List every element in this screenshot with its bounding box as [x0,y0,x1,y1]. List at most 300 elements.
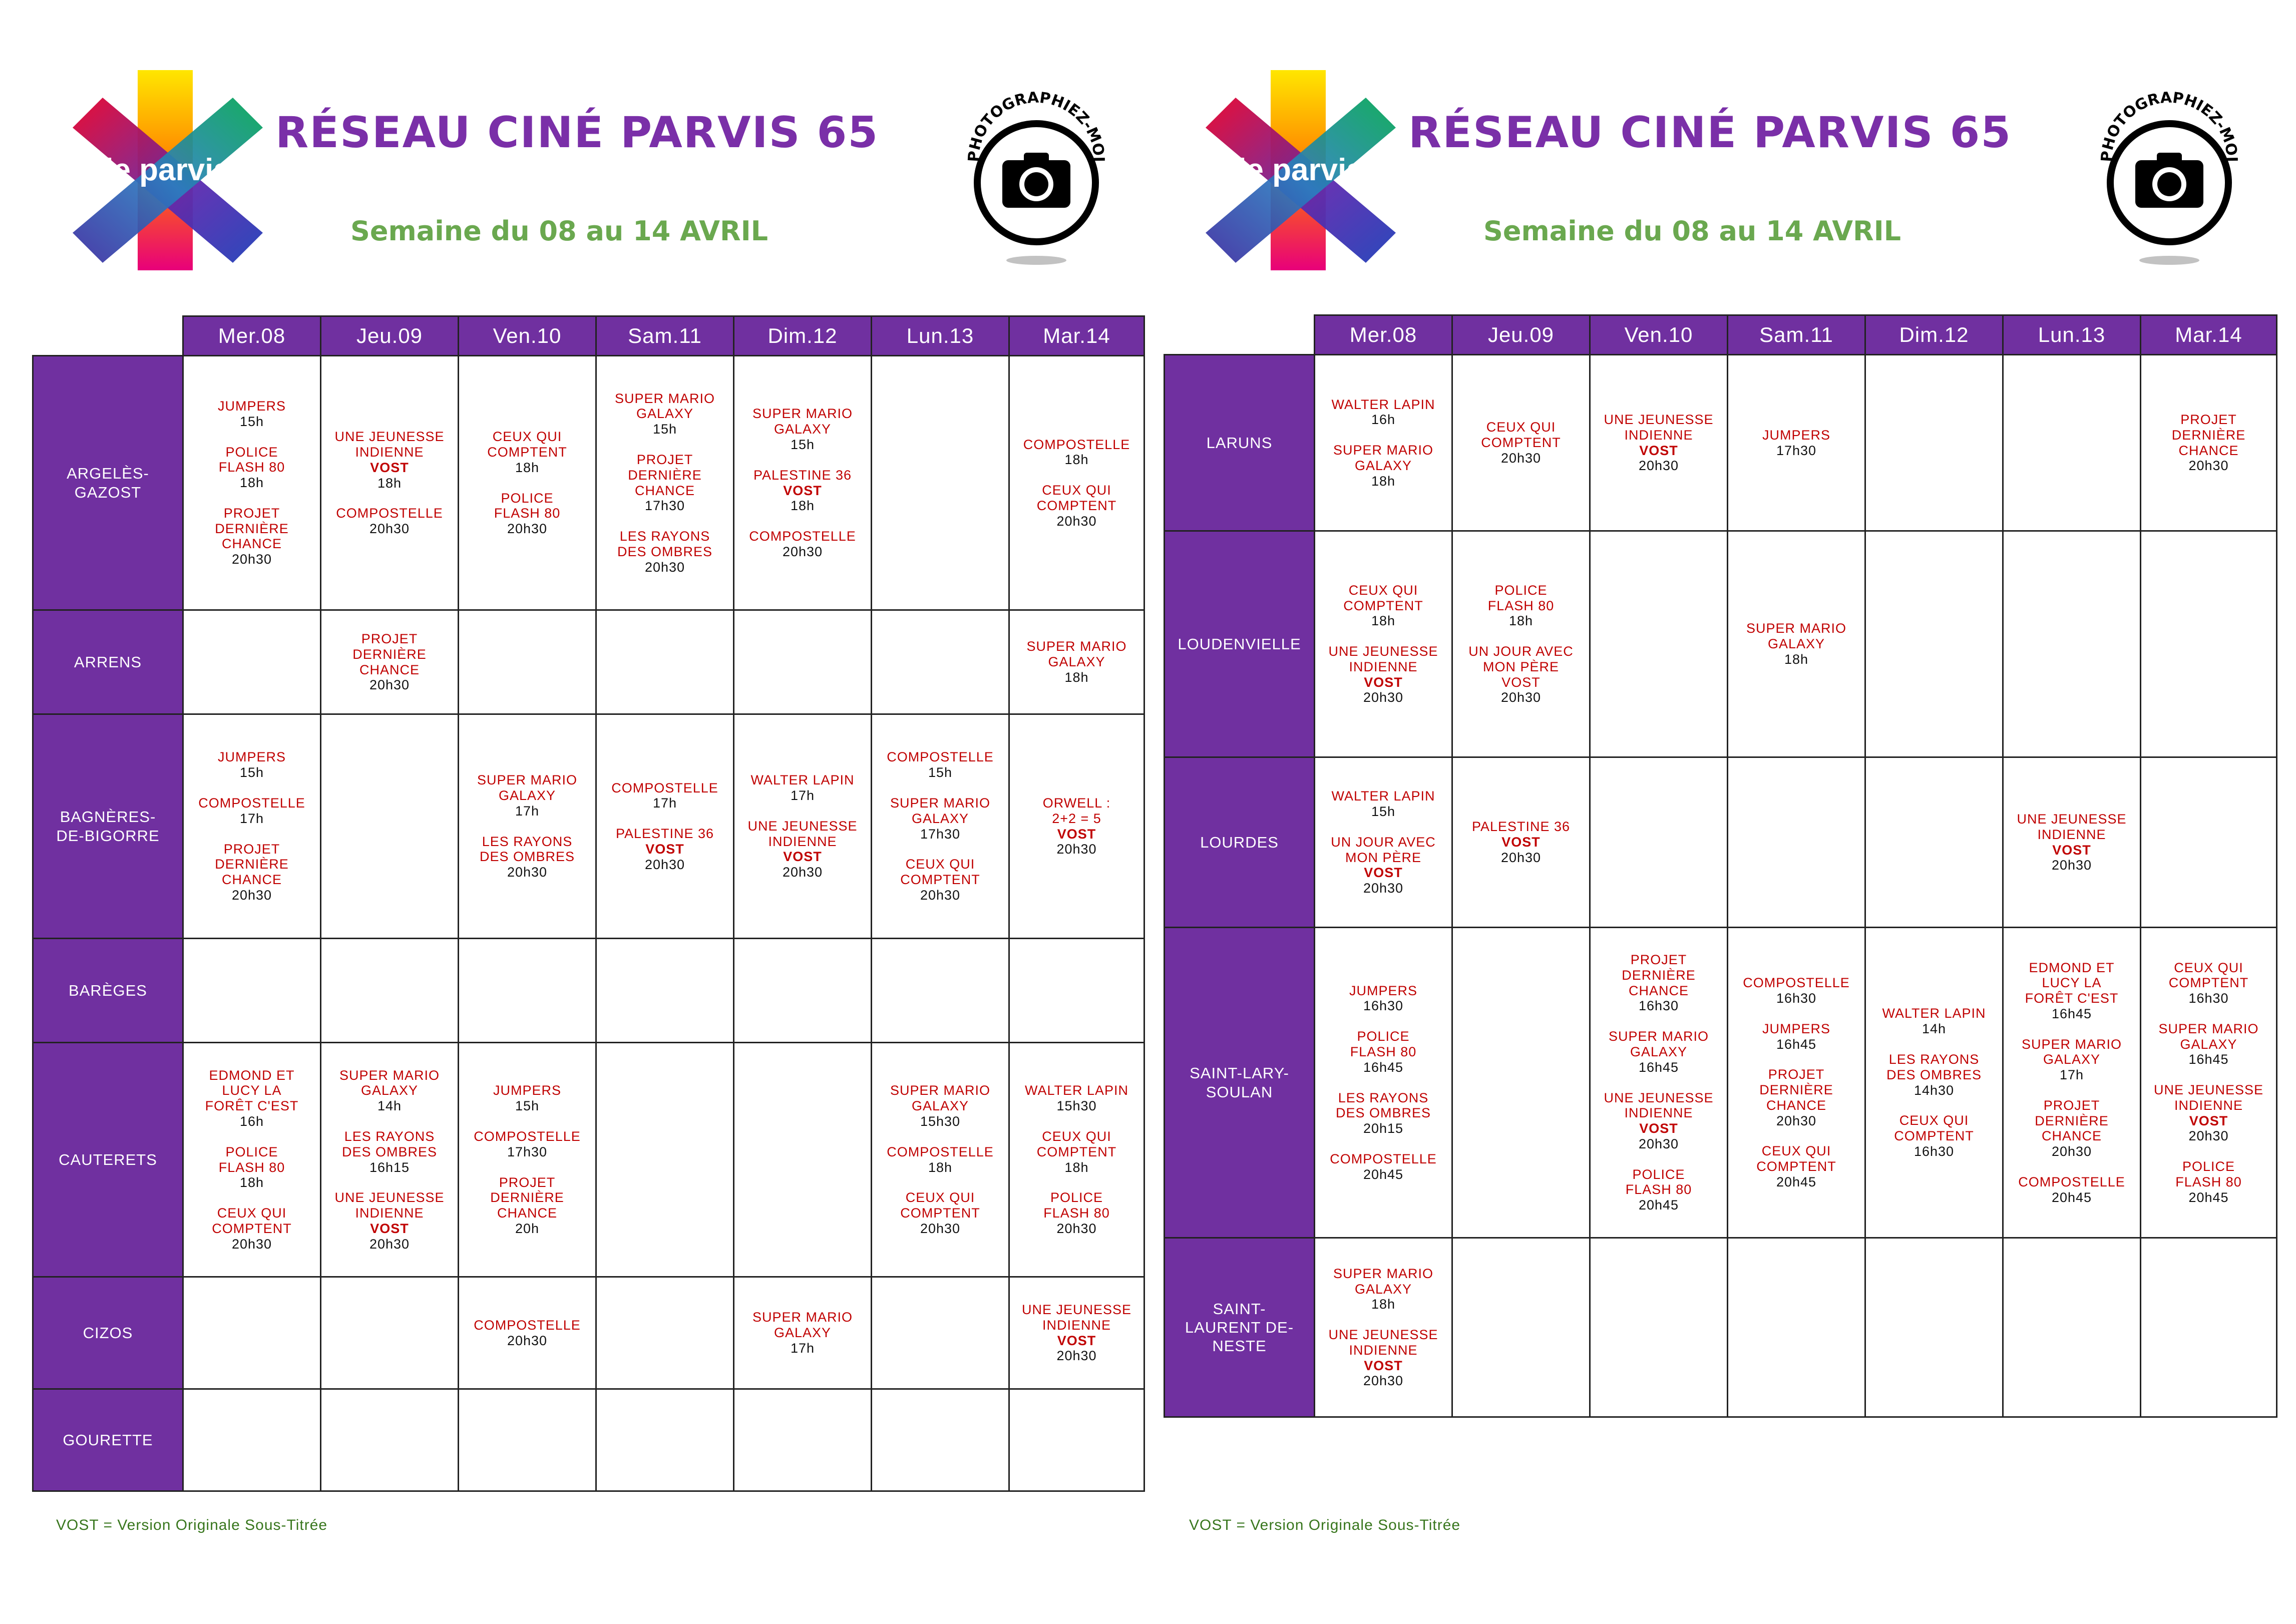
film-title: COMPOSTELLE [1023,437,1130,452]
film-title: COMPOSTELLE [1743,975,1850,991]
screening-cell [1728,1238,1865,1417]
screening [1315,443,1451,489]
screening-cell [734,1043,872,1277]
showtime: 16h [239,1113,264,1129]
screening [1315,983,1451,1014]
screening-cell [872,1043,1009,1277]
logo-text: le parvis [1238,153,1364,187]
venue-row [33,610,1144,714]
showtime: 20h30 [507,521,548,537]
film-title: POLICE FLASH 80 [218,444,285,475]
venue-row [1165,355,2277,531]
screening [1591,412,1727,474]
film-title: CEUX QUI COMPTENT [1894,1113,1974,1144]
day-header: Mar.14 [2141,315,2277,355]
vost-label: VOST [1501,835,1541,850]
showtime: 20h30 [1776,1113,1817,1128]
header [1133,0,2281,280]
screening [872,749,1008,780]
day-header: Mer.08 [183,316,321,356]
screening [1591,952,1727,1014]
showtime: 15h [928,765,953,780]
film-title: SUPER MARIO GALAXY [477,772,578,803]
screening [459,491,595,537]
film-title: LES RAYONS DES OMBRES [341,1128,438,1159]
screening-cell [734,714,872,939]
film-title: UNE JEUNESSE INDIENNE [2017,811,2127,842]
screening [872,1144,1008,1175]
film-title: UNE JEUNESSE INDIENNE [1021,1302,1132,1333]
film-title: CEUX QUI COMPTENT [900,857,980,888]
showtime: 20h30 [2051,858,2092,873]
venue-row [33,1277,1144,1389]
screening [1010,437,1143,468]
screening [184,398,320,430]
film-title: LES RAYONS DES OMBRES [617,529,713,559]
screening [597,529,733,575]
screening-cell [734,356,872,610]
venue-row [1165,1238,2277,1417]
film-title: PALESTINE 36 [753,467,852,483]
screening-cell [1009,1389,1144,1491]
film-title: EDMOND ET LUCY LA FORÊT C'EST [2025,960,2119,1006]
showtime: 20h30 [507,1333,548,1348]
screening-cell [596,1277,734,1389]
camera-icon [961,75,1111,275]
screening-cell [1315,1238,1452,1417]
day-header: Lun.13 [872,316,1009,356]
screening-cell [1728,757,1865,928]
film-title: UN JOUR AVEC MON PÈRE VOST [1468,644,1574,690]
screening-cell [872,939,1009,1043]
film-title: PROJET DERNIÈRE CHANCE [490,1174,564,1221]
screening-cell [1009,714,1144,939]
showtime: 14h30 [1914,1082,1955,1098]
showtime: 20h30 [1638,458,1679,474]
screening [734,1310,871,1356]
screening-cell [2141,1238,2277,1417]
film-title: CEUX QUI COMPTENT [212,1205,292,1236]
screening [597,452,733,514]
film-title: SUPER MARIO GALAXY [752,1310,853,1341]
vost-label: VOST [1639,1121,1678,1136]
day-header: Jeu.09 [321,316,459,356]
screening [1010,483,1143,529]
screening [597,391,733,437]
screening [1728,621,1864,667]
screening [1315,397,1451,428]
showtime: 20h15 [1363,1121,1404,1136]
film-title: PALESTINE 36 [1471,819,1571,835]
day-header: Sam.11 [1728,315,1865,355]
screening [1010,1302,1143,1364]
film-title: JUMPERS [493,1083,561,1098]
screening [1010,1129,1143,1175]
venue-row [33,1043,1144,1277]
screening [459,1083,595,1114]
film-title: UN JOUR AVEC MON PÈRE [1331,834,1436,865]
screening [459,1318,595,1349]
film-title: SUPER MARIO GALAXY [1026,639,1127,670]
film-title: POLICE FLASH 80 [1350,1029,1417,1059]
film-title: COMPOSTELLE [611,780,718,795]
film-title: PALESTINE 36 [615,826,714,842]
screening-cell [1590,928,1728,1238]
showtime: 20h30 [1056,1221,1097,1236]
week-subtitle: Semaine du 08 au 14 AVRIL [1483,215,1901,247]
screening [2141,1082,2276,1144]
showtime: 15h [1371,803,1396,819]
film-title: CEUX QUI COMPTENT [1036,483,1117,513]
showtime: 17h [790,1340,815,1356]
screening-cell [2003,1238,2141,1417]
screening [184,795,320,827]
day-header: Ven.10 [459,316,596,356]
showtime: 18h [928,1159,953,1175]
film-title: SUPER MARIO GALAXY [2158,1021,2259,1052]
film-title: SUPER MARIO GALAXY [614,390,715,422]
vost-label: VOST [783,849,822,865]
showtime: 20h30 [920,887,961,903]
screening-cell [321,356,459,610]
screening [597,826,733,872]
vost-footnote: VOST = Version Originale Sous-Titrée [1189,1517,1461,1533]
screening [321,506,458,537]
showtime: 16h45 [2188,1052,2229,1067]
screening-cell [183,939,321,1043]
film-title: PROJET DERNIÈRE CHANCE [1759,1067,1833,1113]
showtime: 20h30 [644,559,685,575]
screening-cell [596,356,734,610]
film-title: COMPOSTELLE [474,1317,581,1333]
screening-cell [1865,928,2003,1238]
vost-label: VOST [1057,1333,1096,1348]
screening-cell [734,610,872,714]
screening [872,1190,1008,1236]
showtime: 20h30 [1500,450,1542,466]
showtime: 17h30 [1776,443,1817,458]
film-title: CEUX QUI COMPTENT [487,429,567,460]
film-title: JUMPERS [217,398,286,414]
screening [184,842,320,903]
venue-row [1165,757,2277,928]
film-title: WALTER LAPIN [1024,1083,1129,1098]
showtime: 18h [1371,473,1396,489]
showtime: 20h30 [1363,690,1404,705]
screening [1453,644,1589,705]
showtime: 20h30 [1500,690,1542,705]
screening-cell [183,610,321,714]
venue-row [33,939,1144,1043]
film-title: CEUX QUI COMPTENT [1343,582,1423,613]
screening-cell [2003,531,2141,757]
film-title: JUMPERS [1349,983,1417,998]
screening-cell [1315,928,1452,1238]
vost-label: VOST [370,1221,409,1236]
film-title: JUMPERS [1762,427,1830,443]
screening [184,445,320,491]
showtime: 15h [790,437,815,452]
screening-cell [1315,531,1452,757]
screening-cell [1452,757,1590,928]
film-title: PROJET DERNIÈRE CHANCE [215,841,289,888]
venue-name: ARRENS [33,610,183,714]
day-header: Dim.12 [1865,315,2003,355]
screening-cell [321,610,459,714]
screening-cell [2141,928,2277,1238]
screening [1010,795,1143,857]
film-title: PROJET DERNIÈRE CHANCE [2171,412,2246,458]
film-title: PROJET DERNIÈRE CHANCE [2035,1097,2109,1144]
showtime: 20h30 [2188,1128,2229,1144]
screening-cell [596,714,734,939]
screening-cell [1590,531,1728,757]
screening-cell [459,714,596,939]
day-header: Jeu.09 [1452,315,1590,355]
showtime: 16h30 [1638,998,1679,1014]
film-title: LES RAYONS DES OMBRES [479,834,575,865]
vost-label: VOST [2189,1113,2228,1128]
film-title: UNE JEUNESSE INDIENNE [2153,1082,2264,1113]
screening-cell [1009,939,1144,1043]
screening-cell [872,610,1009,714]
film-title: SUPER MARIO GALAXY [2021,1036,2122,1067]
film-title: COMPOSTELLE [887,749,994,765]
screening-cell [1865,355,2003,531]
screening [734,819,871,880]
screening [2141,1021,2276,1067]
screening [1453,420,1589,466]
showtime: 17h [652,795,677,811]
screening-cell [1728,531,1865,757]
film-title: SUPER MARIO GALAXY [752,406,853,437]
screening-cell [459,1389,596,1491]
film-title: UNE JEUNESSE INDIENNE [1328,644,1438,674]
showtime: 16h30 [2188,991,2229,1006]
showtime: 16h15 [369,1159,410,1175]
showtime: 20h30 [1638,1136,1679,1151]
showtime: 16h30 [1776,991,1817,1006]
screening-cell [1452,1238,1590,1417]
showtime: 20h30 [507,865,548,880]
film-title: CEUX QUI COMPTENT [900,1190,980,1221]
film-title: COMPOSTELLE [887,1144,994,1159]
film-title: JUMPERS [217,749,286,765]
venue-name: LOUDENVIELLE [1165,531,1315,757]
film-title: EDMOND ET LUCY LA FORÊT C'EST [205,1067,299,1114]
film-title: POLICE FLASH 80 [2175,1159,2242,1189]
screening [1010,1083,1143,1114]
film-title: UNE JEUNESSE INDIENNE [334,1190,445,1221]
screening [184,1068,320,1129]
screening-cell [459,356,596,610]
film-title: JUMPERS [1762,1021,1830,1036]
vost-label: VOST [1364,674,1403,690]
film-title: WALTER LAPIN [750,772,855,788]
screening [321,631,458,693]
showtime: 20h45 [2051,1189,2092,1205]
showtime: 18h [1064,669,1089,685]
screening-cell [2003,757,2141,928]
venue-name: LOURDES [1165,757,1315,928]
screening [734,468,871,514]
film-title: PROJET DERNIÈRE CHANCE [1622,952,1696,998]
screening-cell [734,939,872,1043]
venue-row [33,714,1144,939]
showtime: 18h [515,460,540,475]
showtime: 20h45 [1776,1174,1817,1189]
venue-name: BAGNÈRES- DE-BIGORRE [33,714,183,939]
screening-cell [1590,1238,1728,1417]
showtime: 17h [2059,1067,2084,1083]
screening-cell [459,939,596,1043]
showtime: 15h [239,765,264,780]
screening [2004,960,2140,1022]
screening-cell [183,714,321,939]
showtime: 17h [790,787,815,803]
schedule-table [1164,314,2277,1418]
showtime: 20h30 [369,521,410,537]
screening-cell [183,1277,321,1389]
screening-cell [1728,355,1865,531]
screening-cell [321,1043,459,1277]
venue-name: SAINT-LARY- SOULAN [1165,928,1315,1238]
parvis-star-logo [63,68,273,273]
day-header: Dim.12 [734,316,872,356]
screening [734,772,871,803]
vost-label: VOST [370,460,409,475]
screening-cell [459,610,596,714]
screening-cell [183,1389,321,1491]
showtime: 14h [377,1098,402,1114]
film-title: UNE JEUNESSE INDIENNE [1328,1327,1438,1358]
film-title: CEUX QUI COMPTENT [2168,960,2249,991]
showtime: 20h30 [2188,458,2229,474]
screening-cell [872,356,1009,610]
showtime: 15h [515,1098,540,1114]
vost-label: VOST [1639,443,1678,458]
screening-cell [872,1389,1009,1491]
screening-cell [596,1043,734,1277]
vost-label: VOST [1057,826,1096,842]
venue-name: CAUTERETS [33,1043,183,1277]
screening [1315,1151,1451,1182]
screening-cell [734,1389,872,1491]
screening-cell [459,1277,596,1389]
screening [1315,1327,1451,1389]
showtime: 20h30 [2051,1144,2092,1159]
screening [1315,1029,1451,1075]
showtime: 20h30 [231,1236,272,1252]
screening [459,772,595,819]
header [0,0,1148,280]
screening [872,857,1008,903]
screening [1728,428,1864,459]
day-header: Mer.08 [1315,315,1452,355]
film-title: PROJET DERNIÈRE CHANCE [628,452,702,498]
screening [2004,1037,2140,1083]
screening [734,406,871,452]
showtime: 16h45 [2051,1006,2092,1021]
screening [2141,1159,2276,1205]
screening [1728,975,1864,1006]
screening-cell [1009,610,1144,714]
showtime: 20h45 [2188,1189,2229,1205]
header-corner [1165,315,1315,355]
showtime: 20h30 [369,677,410,693]
film-title: POLICE FLASH 80 [218,1144,285,1175]
film-title: CEUX QUI COMPTENT [1036,1128,1117,1159]
film-title: POLICE FLASH 80 [494,490,561,521]
screening [1591,1090,1727,1152]
screening-cell [1452,531,1590,757]
screening [1010,1190,1143,1236]
showtime: 20h30 [1056,1348,1097,1364]
screening [184,749,320,780]
screening-cell [1315,757,1452,928]
venue-row [1165,531,2277,757]
screening-cell [1590,355,1728,531]
showtime: 20h30 [782,865,823,880]
screening [1866,1113,2002,1159]
venue-name: BARÈGES [33,939,183,1043]
screening [321,429,458,491]
screening-cell [2141,757,2277,928]
screening [1728,1143,1864,1189]
film-title: UNE JEUNESSE INDIENNE [334,429,445,460]
screening-cell [321,939,459,1043]
day-header-row [33,316,1144,356]
schedule-panel-right [1133,0,2281,1624]
film-title: SUPER MARIO GALAXY [339,1067,440,1098]
screening-cell [872,1277,1009,1389]
screening-cell [1590,757,1728,928]
film-title: WALTER LAPIN [1331,788,1435,804]
screening [2141,412,2276,474]
showtime: 18h [239,475,264,491]
showtime: 20h30 [1363,1373,1404,1389]
showtime: 18h [790,498,815,514]
showtime: 20h30 [1056,842,1097,857]
film-title: UNE JEUNESSE INDIENNE [1604,412,1714,443]
screening-cell [1728,928,1865,1238]
photo-badge-text: PHOTOGRAPHIEZ-MOI [965,89,1108,163]
screening-cell [183,1043,321,1277]
showtime: 18h [1371,1297,1396,1312]
day-header: Sam.11 [596,316,734,356]
film-title: CEUX QUI COMPTENT [1756,1143,1836,1174]
screening [2004,1098,2140,1159]
header-corner [33,316,183,356]
showtime: 20h30 [644,857,685,872]
showtime: 18h [1064,1159,1089,1175]
page-title: RÉSEAU CINÉ PARVIS 65 [1408,108,2012,158]
vost-label: VOST [2052,842,2091,858]
screening-cell [1452,928,1590,1238]
screening [872,1083,1008,1129]
screening [2141,960,2276,1006]
screening-cell [1009,1043,1144,1277]
showtime: 17h [239,810,264,826]
film-title: WALTER LAPIN [1331,396,1435,412]
film-title: SUPER MARIO GALAXY [890,795,991,826]
week-subtitle: Semaine du 08 au 14 AVRIL [350,215,769,247]
parvis-star-logo [1196,68,1406,273]
film-title: UNE JEUNESSE INDIENNE [1604,1090,1714,1121]
venue-name: GOURETTE [33,1389,183,1491]
film-title: POLICE FLASH 80 [1487,582,1555,613]
film-title: COMPOSTELLE [749,529,856,544]
